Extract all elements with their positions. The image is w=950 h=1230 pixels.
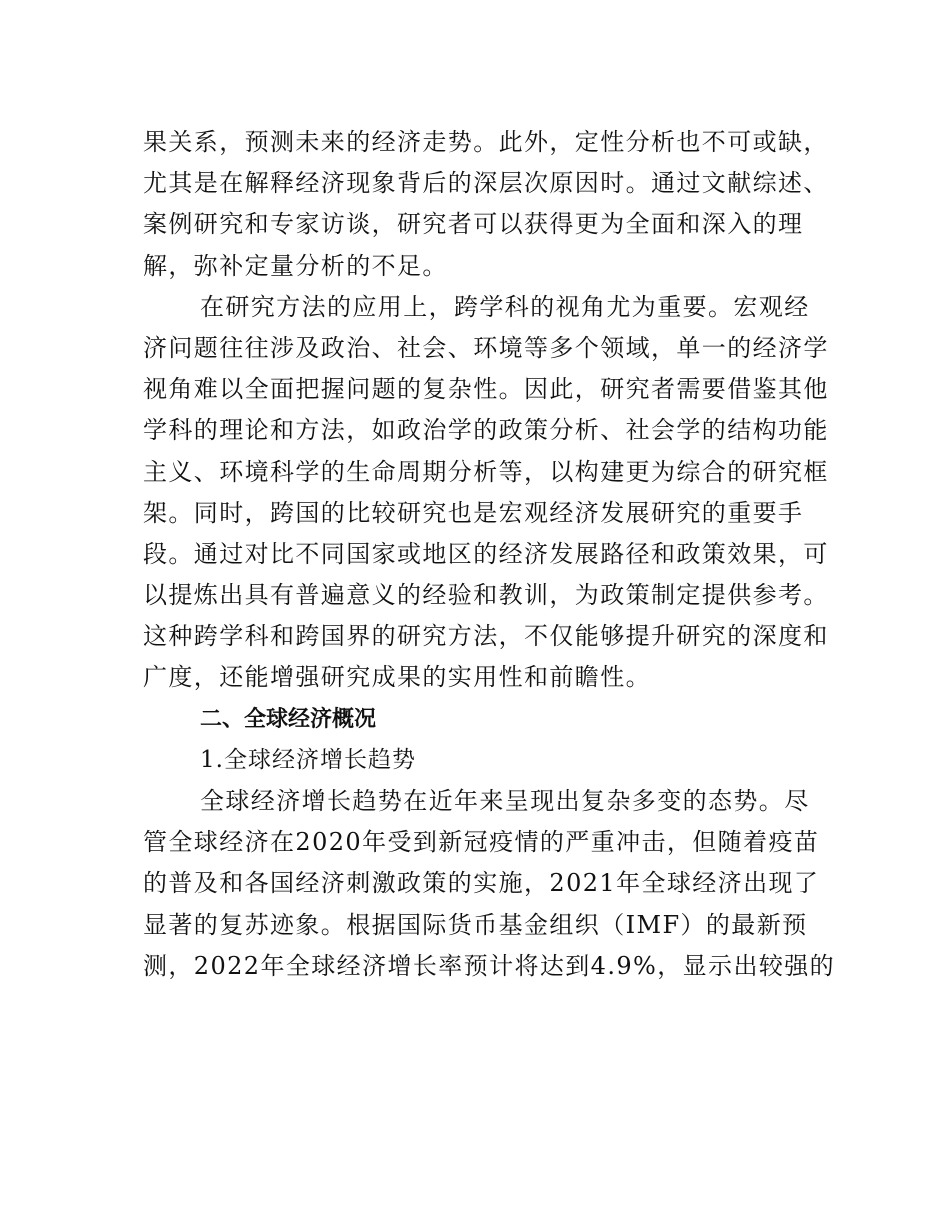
text-line: 果关系，预测未来的经济走势。此外，定性分析也不可或缺，: [143, 128, 829, 156]
text-line: 的普及和各国经济刺激政策的实施，2021年全球经济出现了: [143, 869, 820, 898]
paragraph-global-growth: [143, 781, 836, 987]
text-line: 全球经济增长趋势在近年来呈现出复杂多变的态势。尽: [200, 787, 810, 815]
text-line: 尤其是在解释经济现象背后的深层次原因时。通过文献综述、: [143, 169, 829, 198]
text-line: 段。通过对比不同国家或地区的经济发展路径和政策效果，可: [143, 539, 829, 568]
text-line: 视角难以全面把握问题的复杂性。因此，研究者需要借鉴其他: [143, 375, 829, 404]
text-line: 广度，还能增强研究成果的实用性和前瞻性。: [143, 663, 651, 692]
text-line: 在研究方法的应用上，跨学科的视角尤为重要。宏观经: [200, 292, 810, 321]
text-line: 解，弥补定量分析的不足。: [143, 251, 448, 280]
text-line: 架。同时，跨国的比较研究也是宏观经济发展研究的重要手: [143, 498, 804, 527]
text-line: 测，2022年全球经济增长率预计将达到4.9%，显示出较强的: [143, 951, 836, 980]
text-line: 以提炼出具有普遍意义的经验和教训，为政策制定提供参考。: [143, 581, 829, 610]
paragraph-research-methods-continued: [143, 122, 829, 287]
text-line: 这种跨学科和跨国界的研究方法，不仅能够提升研究的深度和: [143, 622, 829, 651]
subsection-heading: 1.全球经济增长趋势: [200, 746, 416, 773]
text-line: 主义、环境科学的生命周期分析等，以构建更为综合的研究框: [143, 457, 829, 486]
document-body: [143, 122, 836, 987]
text-line: 学科的理论和方法，如政治学的政策分析、社会学的结构功能: [143, 416, 829, 445]
paragraph-interdisciplinary: [143, 287, 829, 699]
text-line: 显著的复苏迹象。根据国际货币基金组织（IMF）的最新预: [143, 910, 808, 939]
text-line: 济问题往往涉及政治、社会、环境等多个领域，单一的经济学: [143, 333, 829, 362]
text-line: 管全球经济在2020年受到新冠疫情的严重冲击，但随着疫苗: [143, 828, 820, 857]
section-heading: 二、全球经济概况: [200, 706, 377, 732]
text-line: 案例研究和专家访谈，研究者可以获得更为全面和深入的理: [143, 210, 804, 239]
